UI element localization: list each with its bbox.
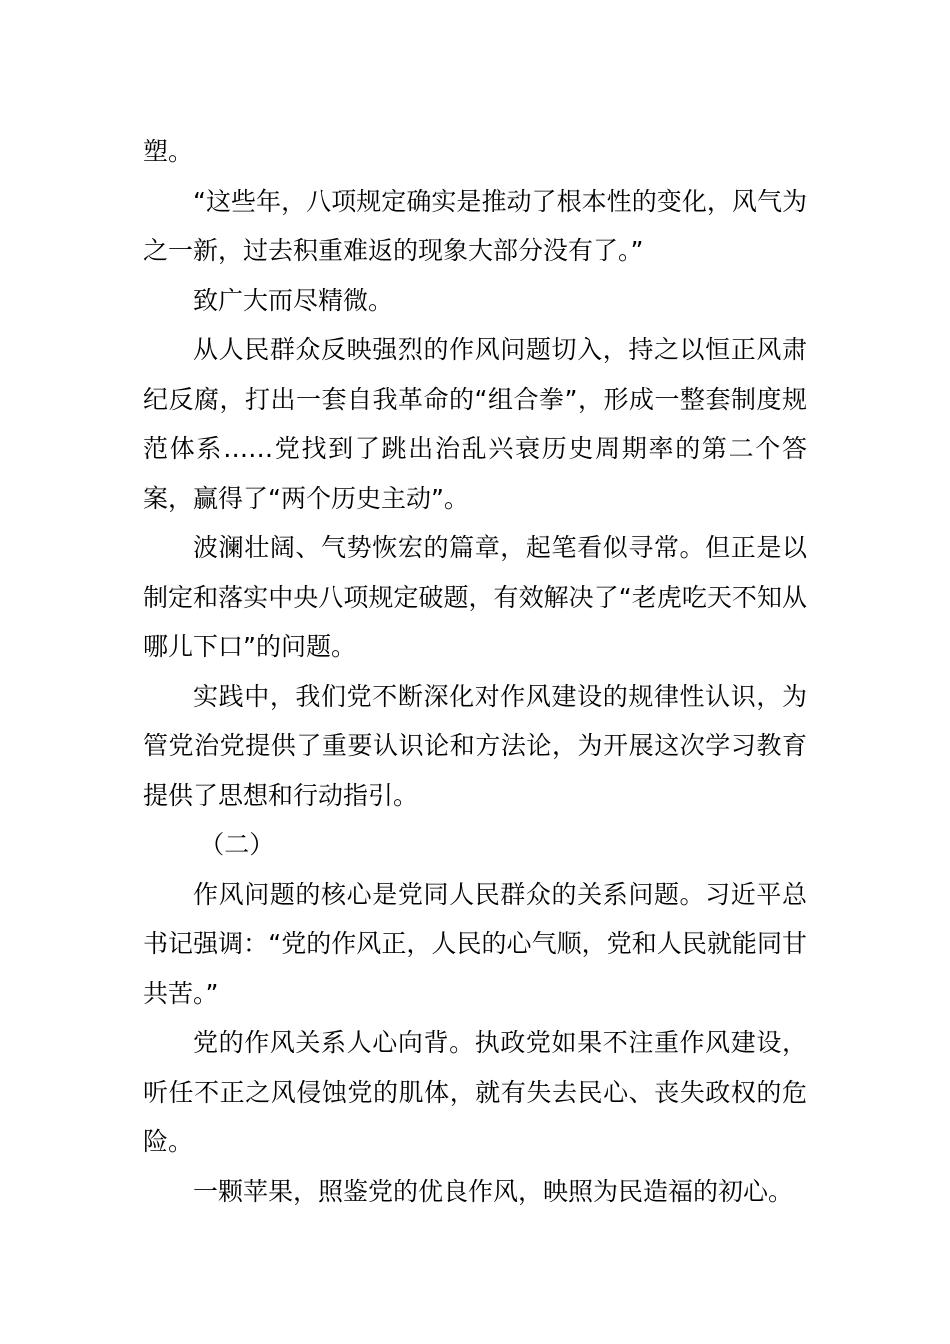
paragraph-grand-chapter: 波澜壮阔、气势恢宏的篇章，起笔看似寻常。但正是以制定和落实中央八项规定破题，有效解决了“老虎吃天不知从哪儿下口”的问题。 — [143, 533, 807, 661]
paragraph-core-issue: 作风问题的核心是党同人民群众的关系问题。习近平总书记强调：“党的作风正，人民的心气顺，党和人民就能同甘共苦。” — [143, 879, 807, 1008]
paragraph-self-revolution: 从人民群众反映强烈的作风问题切入，持之以恒正风肃纪反腐，打出一套自我革命的“组合拳”，形成一整套制度规范体系……党找到了跳出治乱兴衰历史周期率的第二个答案，赢得了“两个历史主动”。 — [143, 335, 807, 513]
paragraph-practice: 实践中，我们党不断深化对作风建设的规律性认识，为管党治党提供了重要认识论和方法论，为开展这次学习教育提供了思想和行动指引。 — [143, 681, 807, 810]
paragraph-public-support: 党的作风关系人心向背。执政党如果不注重作风建设，听任不正之风侵蚀党的肌体，就有失去民心、丧失政权的危险。 — [143, 1028, 807, 1156]
paragraph-quote-eight-rules: “这些年，八项规定确实是推动了根本性的变化，风气为之一新，过去积重难返的现象大部分没有了。” — [143, 186, 807, 265]
paragraph-short-statement: 致广大而尽精微。 — [193, 285, 394, 315]
document-body — [143, 127, 807, 1216]
paragraph-continuation: 塑。 — [143, 137, 194, 166]
section-heading: （二） — [199, 830, 275, 859]
paragraph-apple: 一颗苹果，照鉴党的优良作风，映照为民造福的初心。 — [193, 1176, 794, 1206]
